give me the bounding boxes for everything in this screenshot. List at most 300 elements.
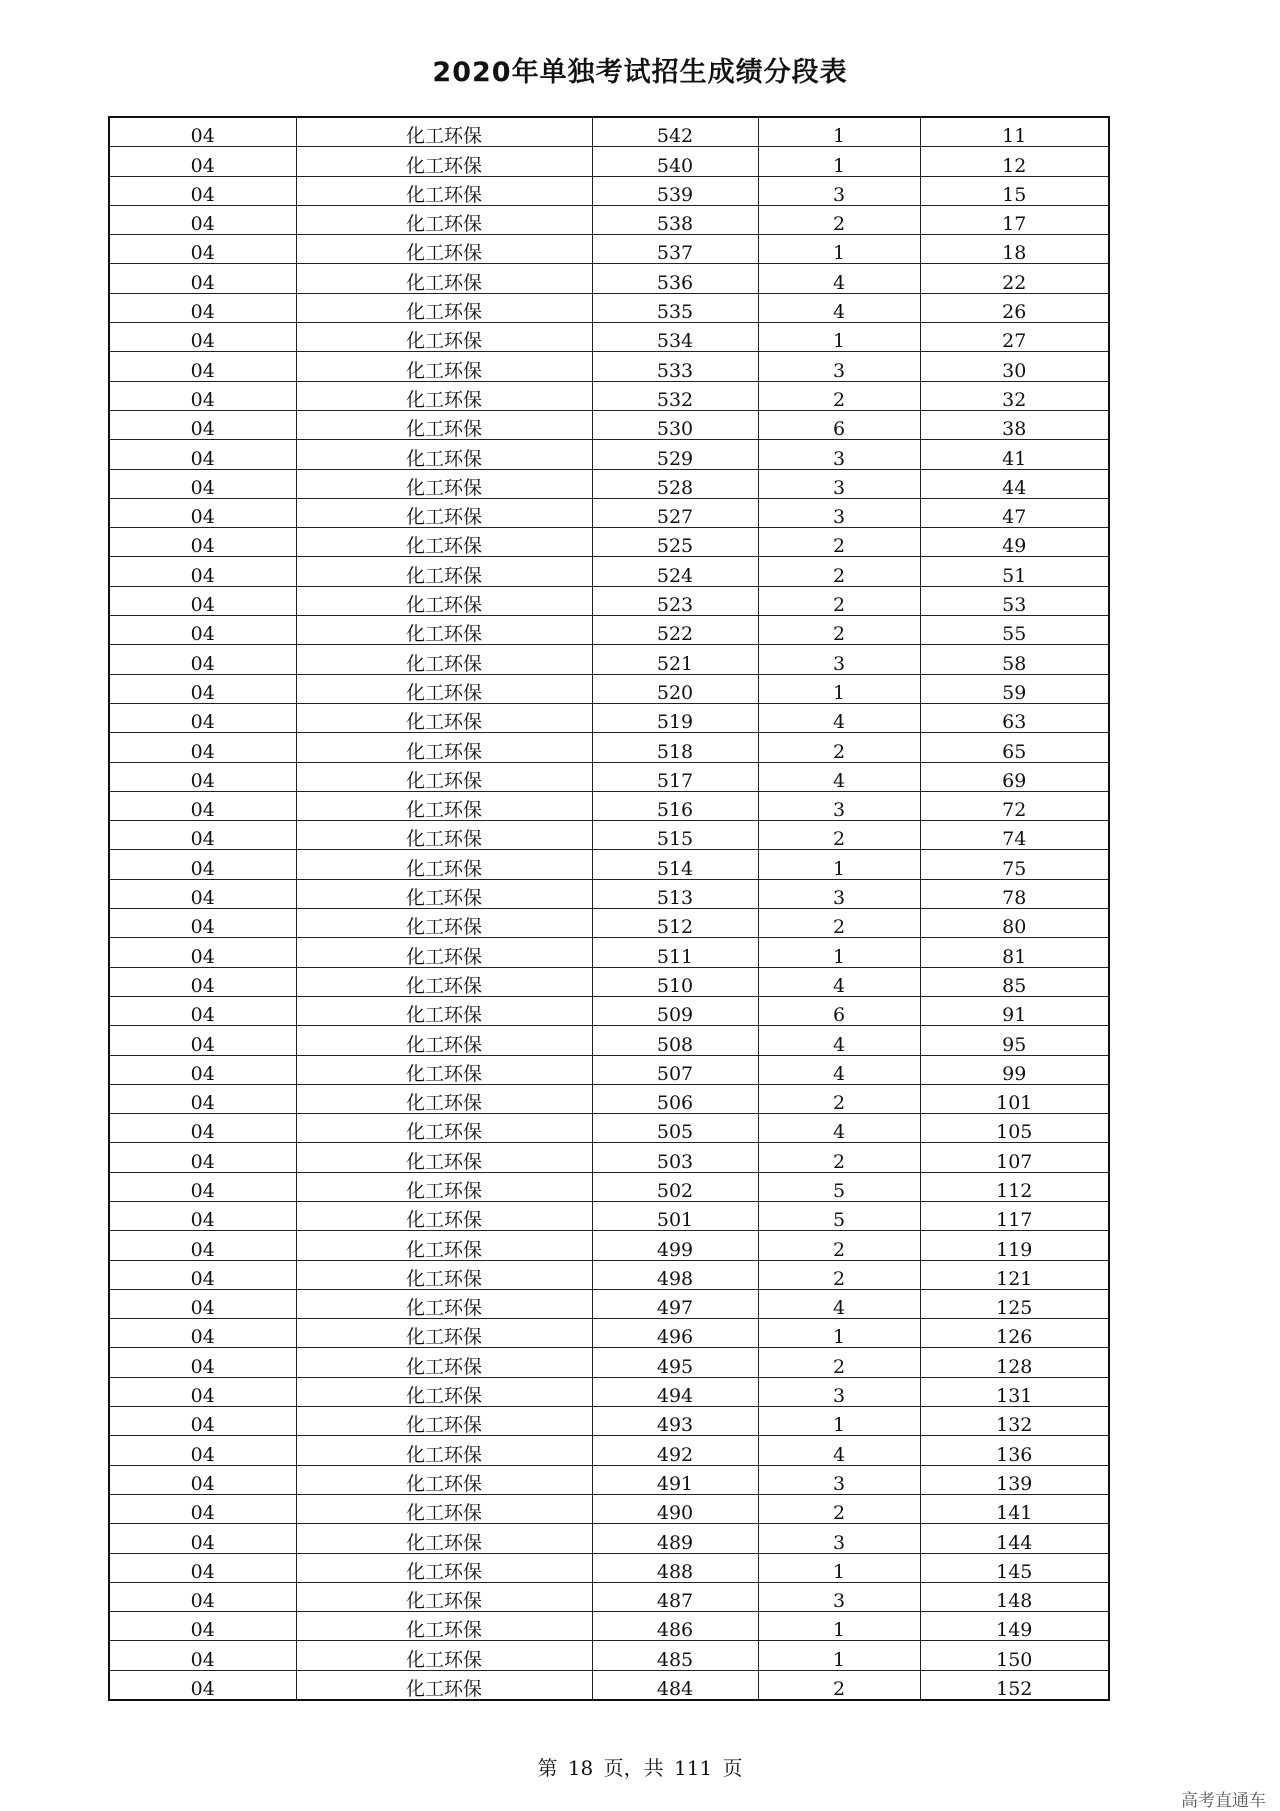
cumulative-cell: 112 bbox=[920, 1172, 1109, 1201]
count-cell: 2 bbox=[758, 733, 920, 762]
cumulative-cell: 44 bbox=[920, 469, 1109, 498]
major-name-cell: 化工环保 bbox=[296, 967, 592, 996]
count-cell: 3 bbox=[758, 1465, 920, 1494]
score-cell: 485 bbox=[592, 1641, 758, 1670]
score-cell: 535 bbox=[592, 293, 758, 322]
category-code-cell: 04 bbox=[109, 1260, 296, 1289]
count-cell: 2 bbox=[758, 616, 920, 645]
cumulative-cell: 15 bbox=[920, 176, 1109, 205]
score-cell: 488 bbox=[592, 1553, 758, 1582]
count-cell: 3 bbox=[758, 176, 920, 205]
cumulative-cell: 59 bbox=[920, 674, 1109, 703]
table-row bbox=[109, 1436, 1109, 1465]
table-row bbox=[109, 1055, 1109, 1084]
count-cell: 1 bbox=[758, 1641, 920, 1670]
score-cell: 540 bbox=[592, 147, 758, 176]
table-row bbox=[109, 498, 1109, 527]
count-cell: 1 bbox=[758, 674, 920, 703]
count-cell: 1 bbox=[758, 938, 920, 967]
major-name-cell: 化工环保 bbox=[296, 1289, 592, 1318]
category-code-cell: 04 bbox=[109, 1377, 296, 1406]
cumulative-cell: 53 bbox=[920, 586, 1109, 615]
major-name-cell: 化工环保 bbox=[296, 1260, 592, 1289]
table-row bbox=[109, 1201, 1109, 1230]
major-name-cell: 化工环保 bbox=[296, 1201, 592, 1230]
score-cell: 523 bbox=[592, 586, 758, 615]
major-name-cell: 化工环保 bbox=[296, 176, 592, 205]
major-name-cell: 化工环保 bbox=[296, 703, 592, 732]
table-row bbox=[109, 1582, 1109, 1611]
score-cell: 503 bbox=[592, 1143, 758, 1172]
table-row bbox=[109, 440, 1109, 469]
count-cell: 3 bbox=[758, 1377, 920, 1406]
count-cell: 2 bbox=[758, 1260, 920, 1289]
score-cell: 486 bbox=[592, 1612, 758, 1641]
count-cell: 2 bbox=[758, 1494, 920, 1523]
major-name-cell: 化工环保 bbox=[296, 733, 592, 762]
cumulative-cell: 91 bbox=[920, 996, 1109, 1025]
cumulative-cell: 74 bbox=[920, 821, 1109, 850]
count-cell: 3 bbox=[758, 645, 920, 674]
score-cell: 530 bbox=[592, 410, 758, 439]
major-name-cell: 化工环保 bbox=[296, 1348, 592, 1377]
category-code-cell: 04 bbox=[109, 1641, 296, 1670]
count-cell: 6 bbox=[758, 996, 920, 1025]
major-name-cell: 化工环保 bbox=[296, 205, 592, 234]
major-name-cell: 化工环保 bbox=[296, 850, 592, 879]
table-row bbox=[109, 352, 1109, 381]
category-code-cell: 04 bbox=[109, 1465, 296, 1494]
category-code-cell: 04 bbox=[109, 176, 296, 205]
count-cell: 1 bbox=[758, 1553, 920, 1582]
major-name-cell: 化工环保 bbox=[296, 410, 592, 439]
cumulative-cell: 105 bbox=[920, 1114, 1109, 1143]
category-code-cell: 04 bbox=[109, 616, 296, 645]
table-row bbox=[109, 1553, 1109, 1582]
count-cell: 2 bbox=[758, 821, 920, 850]
category-code-cell: 04 bbox=[109, 909, 296, 938]
score-cell: 536 bbox=[592, 264, 758, 293]
table-row bbox=[109, 616, 1109, 645]
category-code-cell: 04 bbox=[109, 1172, 296, 1201]
major-name-cell: 化工环保 bbox=[296, 293, 592, 322]
cumulative-cell: 144 bbox=[920, 1524, 1109, 1553]
major-name-cell: 化工环保 bbox=[296, 1172, 592, 1201]
major-name-cell: 化工环保 bbox=[296, 1524, 592, 1553]
table-row bbox=[109, 1465, 1109, 1494]
table-row bbox=[109, 1289, 1109, 1318]
count-cell: 3 bbox=[758, 791, 920, 820]
cumulative-cell: 95 bbox=[920, 1026, 1109, 1055]
table-row bbox=[109, 645, 1109, 674]
category-code-cell: 04 bbox=[109, 323, 296, 352]
cumulative-cell: 58 bbox=[920, 645, 1109, 674]
major-name-cell: 化工环保 bbox=[296, 1407, 592, 1436]
cumulative-cell: 128 bbox=[920, 1348, 1109, 1377]
category-code-cell: 04 bbox=[109, 410, 296, 439]
table-row bbox=[109, 1172, 1109, 1201]
table-row bbox=[109, 469, 1109, 498]
category-code-cell: 04 bbox=[109, 1524, 296, 1553]
major-name-cell: 化工环保 bbox=[296, 381, 592, 410]
category-code-cell: 04 bbox=[109, 967, 296, 996]
cumulative-cell: 75 bbox=[920, 850, 1109, 879]
major-name-cell: 化工环保 bbox=[296, 557, 592, 586]
cumulative-cell: 22 bbox=[920, 264, 1109, 293]
cumulative-cell: 132 bbox=[920, 1407, 1109, 1436]
category-code-cell: 04 bbox=[109, 1582, 296, 1611]
table-row bbox=[109, 117, 1109, 147]
table-row bbox=[109, 733, 1109, 762]
score-cell: 510 bbox=[592, 967, 758, 996]
table-row bbox=[109, 909, 1109, 938]
count-cell: 2 bbox=[758, 1670, 920, 1700]
major-name-cell: 化工环保 bbox=[296, 1377, 592, 1406]
score-cell: 528 bbox=[592, 469, 758, 498]
cumulative-cell: 145 bbox=[920, 1553, 1109, 1582]
score-cell: 502 bbox=[592, 1172, 758, 1201]
cumulative-cell: 136 bbox=[920, 1436, 1109, 1465]
count-cell: 5 bbox=[758, 1201, 920, 1230]
major-name-cell: 化工环保 bbox=[296, 586, 592, 615]
table-row bbox=[109, 1319, 1109, 1348]
major-name-cell: 化工环保 bbox=[296, 879, 592, 908]
count-cell: 6 bbox=[758, 410, 920, 439]
cumulative-cell: 47 bbox=[920, 498, 1109, 527]
cumulative-cell: 117 bbox=[920, 1201, 1109, 1230]
score-cell: 518 bbox=[592, 733, 758, 762]
table-row bbox=[109, 586, 1109, 615]
score-cell: 511 bbox=[592, 938, 758, 967]
score-cell: 527 bbox=[592, 498, 758, 527]
category-code-cell: 04 bbox=[109, 1114, 296, 1143]
count-cell: 3 bbox=[758, 440, 920, 469]
category-code-cell: 04 bbox=[109, 293, 296, 322]
major-name-cell: 化工环保 bbox=[296, 938, 592, 967]
major-name-cell: 化工环保 bbox=[296, 1055, 592, 1084]
category-code-cell: 04 bbox=[109, 1494, 296, 1523]
score-cell: 516 bbox=[592, 791, 758, 820]
table-row bbox=[109, 703, 1109, 732]
table-row bbox=[109, 410, 1109, 439]
count-cell: 1 bbox=[758, 1612, 920, 1641]
cumulative-cell: 80 bbox=[920, 909, 1109, 938]
count-cell: 2 bbox=[758, 1143, 920, 1172]
category-code-cell: 04 bbox=[109, 205, 296, 234]
category-code-cell: 04 bbox=[109, 1670, 296, 1700]
score-cell: 490 bbox=[592, 1494, 758, 1523]
table-row bbox=[109, 1231, 1109, 1260]
major-name-cell: 化工环保 bbox=[296, 791, 592, 820]
score-cell: 521 bbox=[592, 645, 758, 674]
major-name-cell: 化工环保 bbox=[296, 616, 592, 645]
category-code-cell: 04 bbox=[109, 498, 296, 527]
table-row bbox=[109, 176, 1109, 205]
category-code-cell: 04 bbox=[109, 1055, 296, 1084]
major-name-cell: 化工环保 bbox=[296, 821, 592, 850]
table-row bbox=[109, 557, 1109, 586]
major-name-cell: 化工环保 bbox=[296, 323, 592, 352]
cumulative-cell: 150 bbox=[920, 1641, 1109, 1670]
cumulative-cell: 139 bbox=[920, 1465, 1109, 1494]
count-cell: 1 bbox=[758, 850, 920, 879]
major-name-cell: 化工环保 bbox=[296, 1319, 592, 1348]
table-row bbox=[109, 528, 1109, 557]
cumulative-cell: 51 bbox=[920, 557, 1109, 586]
table-row bbox=[109, 1377, 1109, 1406]
cumulative-cell: 30 bbox=[920, 352, 1109, 381]
major-name-cell: 化工环保 bbox=[296, 1641, 592, 1670]
table-row bbox=[109, 821, 1109, 850]
table-row bbox=[109, 1026, 1109, 1055]
category-code-cell: 04 bbox=[109, 381, 296, 410]
count-cell: 1 bbox=[758, 323, 920, 352]
table-row bbox=[109, 1494, 1109, 1523]
cumulative-cell: 65 bbox=[920, 733, 1109, 762]
count-cell: 2 bbox=[758, 1348, 920, 1377]
table-row bbox=[109, 1641, 1109, 1670]
major-name-cell: 化工环保 bbox=[296, 996, 592, 1025]
category-code-cell: 04 bbox=[109, 879, 296, 908]
category-code-cell: 04 bbox=[109, 1231, 296, 1260]
score-cell: 537 bbox=[592, 235, 758, 264]
count-cell: 4 bbox=[758, 293, 920, 322]
category-code-cell: 04 bbox=[109, 264, 296, 293]
count-cell: 4 bbox=[758, 762, 920, 791]
category-code-cell: 04 bbox=[109, 1084, 296, 1113]
count-cell: 2 bbox=[758, 381, 920, 410]
score-cell: 532 bbox=[592, 381, 758, 410]
category-code-cell: 04 bbox=[109, 703, 296, 732]
cumulative-cell: 78 bbox=[920, 879, 1109, 908]
cumulative-cell: 49 bbox=[920, 528, 1109, 557]
score-cell: 493 bbox=[592, 1407, 758, 1436]
major-name-cell: 化工环保 bbox=[296, 117, 592, 147]
major-name-cell: 化工环保 bbox=[296, 1670, 592, 1700]
score-cell: 484 bbox=[592, 1670, 758, 1700]
category-code-cell: 04 bbox=[109, 352, 296, 381]
major-name-cell: 化工环保 bbox=[296, 147, 592, 176]
table-row bbox=[109, 323, 1109, 352]
score-cell: 512 bbox=[592, 909, 758, 938]
major-name-cell: 化工环保 bbox=[296, 264, 592, 293]
category-code-cell: 04 bbox=[109, 147, 296, 176]
major-name-cell: 化工环保 bbox=[296, 1143, 592, 1172]
watermark-text: 高考直通车 bbox=[1181, 1791, 1266, 1811]
cumulative-cell: 119 bbox=[920, 1231, 1109, 1260]
score-cell: 505 bbox=[592, 1114, 758, 1143]
count-cell: 2 bbox=[758, 586, 920, 615]
score-cell: 492 bbox=[592, 1436, 758, 1465]
major-name-cell: 化工环保 bbox=[296, 469, 592, 498]
score-cell: 517 bbox=[592, 762, 758, 791]
score-cell: 539 bbox=[592, 176, 758, 205]
score-cell: 533 bbox=[592, 352, 758, 381]
cumulative-cell: 125 bbox=[920, 1289, 1109, 1318]
category-code-cell: 04 bbox=[109, 117, 296, 147]
score-cell: 509 bbox=[592, 996, 758, 1025]
score-cell: 491 bbox=[592, 1465, 758, 1494]
score-cell: 508 bbox=[592, 1026, 758, 1055]
table-row bbox=[109, 235, 1109, 264]
cumulative-cell: 26 bbox=[920, 293, 1109, 322]
cumulative-cell: 38 bbox=[920, 410, 1109, 439]
cumulative-cell: 121 bbox=[920, 1260, 1109, 1289]
cumulative-cell: 107 bbox=[920, 1143, 1109, 1172]
major-name-cell: 化工环保 bbox=[296, 1582, 592, 1611]
category-code-cell: 04 bbox=[109, 645, 296, 674]
count-cell: 1 bbox=[758, 1319, 920, 1348]
cumulative-cell: 126 bbox=[920, 1319, 1109, 1348]
cumulative-cell: 101 bbox=[920, 1084, 1109, 1113]
page-footer: 第 18 页，共 111 页 bbox=[537, 1756, 743, 1780]
cumulative-cell: 69 bbox=[920, 762, 1109, 791]
cumulative-cell: 148 bbox=[920, 1582, 1109, 1611]
score-cell: 542 bbox=[592, 117, 758, 147]
score-cell: 489 bbox=[592, 1524, 758, 1553]
table-row bbox=[109, 996, 1109, 1025]
table-row bbox=[109, 967, 1109, 996]
cumulative-cell: 12 bbox=[920, 147, 1109, 176]
major-name-cell: 化工环保 bbox=[296, 1612, 592, 1641]
major-name-cell: 化工环保 bbox=[296, 352, 592, 381]
table-row bbox=[109, 1612, 1109, 1641]
table-row bbox=[109, 381, 1109, 410]
score-cell: 524 bbox=[592, 557, 758, 586]
score-table bbox=[108, 116, 1110, 1701]
count-cell: 3 bbox=[758, 1524, 920, 1553]
score-cell: 522 bbox=[592, 616, 758, 645]
table-row bbox=[109, 879, 1109, 908]
table-row bbox=[109, 1084, 1109, 1113]
count-cell: 4 bbox=[758, 703, 920, 732]
count-cell: 4 bbox=[758, 1289, 920, 1318]
score-cell: 501 bbox=[592, 1201, 758, 1230]
major-name-cell: 化工环保 bbox=[296, 909, 592, 938]
count-cell: 5 bbox=[758, 1172, 920, 1201]
score-cell: 499 bbox=[592, 1231, 758, 1260]
count-cell: 2 bbox=[758, 205, 920, 234]
count-cell: 3 bbox=[758, 879, 920, 908]
table-row bbox=[109, 1143, 1109, 1172]
score-cell: 515 bbox=[592, 821, 758, 850]
cumulative-cell: 63 bbox=[920, 703, 1109, 732]
cumulative-cell: 18 bbox=[920, 235, 1109, 264]
table-row bbox=[109, 264, 1109, 293]
score-cell: 494 bbox=[592, 1377, 758, 1406]
count-cell: 3 bbox=[758, 352, 920, 381]
score-cell: 498 bbox=[592, 1260, 758, 1289]
major-name-cell: 化工环保 bbox=[296, 1465, 592, 1494]
major-name-cell: 化工环保 bbox=[296, 762, 592, 791]
count-cell: 4 bbox=[758, 1114, 920, 1143]
score-cell: 529 bbox=[592, 440, 758, 469]
category-code-cell: 04 bbox=[109, 821, 296, 850]
cumulative-cell: 32 bbox=[920, 381, 1109, 410]
major-name-cell: 化工环保 bbox=[296, 674, 592, 703]
category-code-cell: 04 bbox=[109, 440, 296, 469]
count-cell: 4 bbox=[758, 1436, 920, 1465]
cumulative-cell: 27 bbox=[920, 323, 1109, 352]
category-code-cell: 04 bbox=[109, 996, 296, 1025]
cumulative-cell: 149 bbox=[920, 1612, 1109, 1641]
category-code-cell: 04 bbox=[109, 1553, 296, 1582]
category-code-cell: 04 bbox=[109, 235, 296, 264]
score-cell: 496 bbox=[592, 1319, 758, 1348]
category-code-cell: 04 bbox=[109, 1201, 296, 1230]
count-cell: 2 bbox=[758, 557, 920, 586]
score-cell: 487 bbox=[592, 1582, 758, 1611]
category-code-cell: 04 bbox=[109, 938, 296, 967]
category-code-cell: 04 bbox=[109, 674, 296, 703]
table-row bbox=[109, 147, 1109, 176]
count-cell: 1 bbox=[758, 235, 920, 264]
score-cell: 513 bbox=[592, 879, 758, 908]
cumulative-cell: 17 bbox=[920, 205, 1109, 234]
major-name-cell: 化工环保 bbox=[296, 1436, 592, 1465]
category-code-cell: 04 bbox=[109, 762, 296, 791]
category-code-cell: 04 bbox=[109, 1143, 296, 1172]
table-row bbox=[109, 1260, 1109, 1289]
category-code-cell: 04 bbox=[109, 850, 296, 879]
table-row bbox=[109, 293, 1109, 322]
table-row bbox=[109, 1670, 1109, 1700]
table-row bbox=[109, 1524, 1109, 1553]
major-name-cell: 化工环保 bbox=[296, 528, 592, 557]
table-row bbox=[109, 205, 1109, 234]
table-row bbox=[109, 850, 1109, 879]
major-name-cell: 化工环保 bbox=[296, 1084, 592, 1113]
cumulative-cell: 99 bbox=[920, 1055, 1109, 1084]
score-cell: 507 bbox=[592, 1055, 758, 1084]
table-row bbox=[109, 762, 1109, 791]
major-name-cell: 化工环保 bbox=[296, 1231, 592, 1260]
count-cell: 4 bbox=[758, 1055, 920, 1084]
major-name-cell: 化工环保 bbox=[296, 498, 592, 527]
category-code-cell: 04 bbox=[109, 1026, 296, 1055]
major-name-cell: 化工环保 bbox=[296, 645, 592, 674]
table-row bbox=[109, 674, 1109, 703]
major-name-cell: 化工环保 bbox=[296, 1114, 592, 1143]
score-cell: 519 bbox=[592, 703, 758, 732]
major-name-cell: 化工环保 bbox=[296, 235, 592, 264]
count-cell: 1 bbox=[758, 117, 920, 147]
category-code-cell: 04 bbox=[109, 1612, 296, 1641]
table-row bbox=[109, 791, 1109, 820]
table-row bbox=[109, 1348, 1109, 1377]
count-cell: 2 bbox=[758, 1231, 920, 1260]
score-cell: 538 bbox=[592, 205, 758, 234]
major-name-cell: 化工环保 bbox=[296, 1553, 592, 1582]
score-cell: 495 bbox=[592, 1348, 758, 1377]
category-code-cell: 04 bbox=[109, 1319, 296, 1348]
score-cell: 534 bbox=[592, 323, 758, 352]
count-cell: 1 bbox=[758, 147, 920, 176]
category-code-cell: 04 bbox=[109, 1289, 296, 1318]
count-cell: 2 bbox=[758, 1084, 920, 1113]
category-code-cell: 04 bbox=[109, 469, 296, 498]
cumulative-cell: 41 bbox=[920, 440, 1109, 469]
cumulative-cell: 141 bbox=[920, 1494, 1109, 1523]
cumulative-cell: 85 bbox=[920, 967, 1109, 996]
category-code-cell: 04 bbox=[109, 1348, 296, 1377]
category-code-cell: 04 bbox=[109, 528, 296, 557]
count-cell: 4 bbox=[758, 1026, 920, 1055]
cumulative-cell: 11 bbox=[920, 117, 1109, 147]
count-cell: 4 bbox=[758, 264, 920, 293]
count-cell: 3 bbox=[758, 469, 920, 498]
cumulative-cell: 131 bbox=[920, 1377, 1109, 1406]
